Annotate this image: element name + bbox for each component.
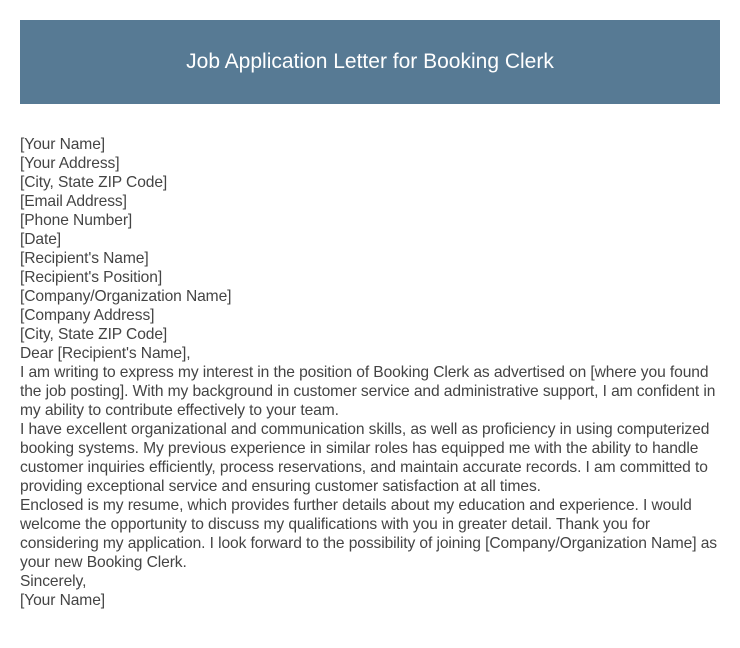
recipient-name: [Recipient's Name] (20, 250, 149, 267)
recipient-position: [Recipient's Position] (20, 269, 163, 286)
paragraph-skills: I have excellent organizational and communication skills, as well as proficiency in using computerized booking systems. My previous experience in similar roles has equipped me with the ability to handle customer inquiries efficiently, process reservations, and maintain accurate records. I am committed to providing exceptional service and ensuring customer satisfaction at all times. (20, 421, 710, 495)
sender-city-state-zip: [City, State ZIP Code] (20, 174, 168, 191)
sender-address: [Your Address] (20, 155, 120, 172)
closing: Sincerely, (20, 573, 87, 590)
recipient-address: [Company Address] (20, 307, 155, 324)
paragraph-intro: I am writing to express my interest in the position of Booking Clerk as advertised on [where you found the job posting]. With my background in customer service and administrative support, I am confident in my ability to contribute effectively to your team. (20, 364, 716, 419)
letter-date: [Date] (20, 231, 62, 248)
sender-phone: [Phone Number] (20, 212, 133, 229)
paragraph-closing: Enclosed is my resume, which provides further details about my education and experience. I would welcome the opportunity to discuss my qualifications with you in greater detail. Thank you for considering my application. I look forward to the possibility of joining [Company/Organization Name] as your new Booking Clerk. (20, 497, 717, 571)
sender-email: [Email Address] (20, 193, 127, 210)
sender-name: [Your Name] (20, 136, 106, 153)
signature: [Your Name] (20, 592, 106, 609)
recipient-city-state-zip: [City, State ZIP Code] (20, 326, 168, 343)
salutation: Dear [Recipient's Name], (20, 345, 191, 362)
title-banner (20, 20, 720, 104)
letter-body (20, 135, 720, 610)
page-title: Job Application Letter for Booking Clerk (186, 50, 554, 73)
recipient-company: [Company/Organization Name] (20, 288, 232, 305)
